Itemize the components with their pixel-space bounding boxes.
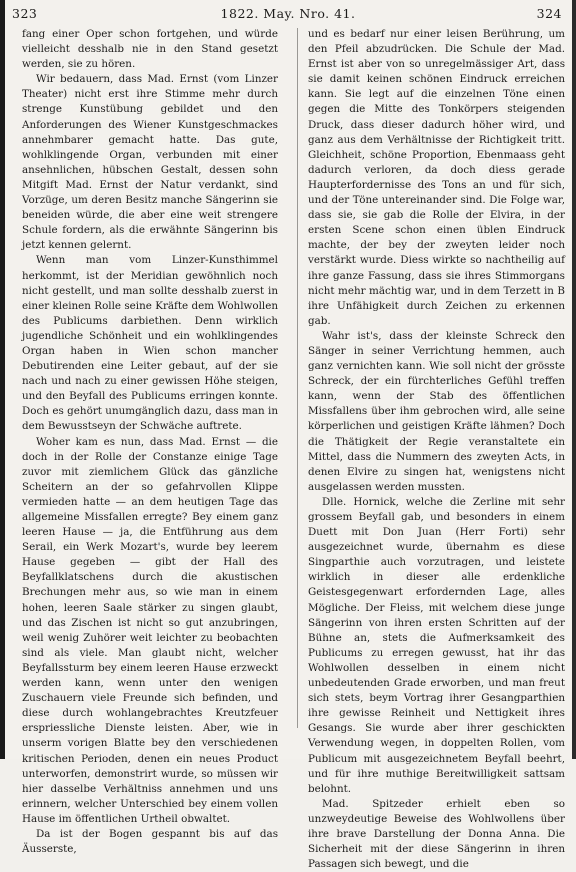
page-header [0,6,576,24]
scan-edge-right [572,0,576,759]
right-column [308,27,565,872]
paragraph: Wahr ist's, dass der kleinste Schreck den Sänger in seiner Verrichtung hemmen, auch ganz vernichten kann. Wie soll nicht der grösste Schreck, der ein fürchterliches Gefühl treffen kann, wenn der Stab des öffentlichen Missfallens über ihm gebrochen wird, alle seine körperlichen und geistigen Kräfte lähmen? Doch die Thätigkeit der Regie veranstaltete ein Mittel, dass die Nummern des zweyten Acts, in denen Elvire zu singen hat, wenigstens nicht ausgelassen werden mussten. [308,329,565,493]
page-number-left: 323 [12,6,38,21]
paragraph: Wir bedauern, dass Mad. Ernst (vom Linzer Theater) nicht erst ihre Stimme mehr durch strenge Kunstübung gebildet und den Anforderungen des Wiener Kunstgeschmackes annehmbarer gemacht hatte. Das gute, wohlklingende Organ, verbunden mit einer ansehnlichen, hübschen Gestalt, dessen sohn Mitgift Mad. Ernst der Natur verdankt, sind Vorzüge, um deren Besitz manche Sängerinn sie beneiden würde, die aber eine weit strengere Schule fordern, als die erwähnte Sängerinn bis jetzt kennen gelernt. [22,73,278,252]
paragraph: fang einer Oper schon fortgehen, und würde vielleicht desshalb nie in den Stand gesetzt werden, sie zu hören. [22,28,278,71]
issue-date-header: 1822. May. Nro. 41. [220,6,356,21]
paragraph: Wenn man vom Linzer-Kunsthimmel herkommt, ist der Meridian gewöhnlich noch nicht gestellt, und man sollte desshalb zuerst in einer kleinen Rolle seine Kräfte dem Wohlwollen des Publicums darbiethen. Denn wirklich jugendliche Schönheit und ein wohlklingendes Organ haben in Wien schon mancher Debutirenden eine Leiter gebaut, auf der sie nach und nach zu einer gewissen Höhe steigen, und den Beyfall des Publicums erringen konnte. Doch es gehört unumgänglich dazu, dass man in dem Bewusstseyn der Schwäche auftrete. [22,254,278,433]
column-divider [297,28,298,728]
scan-edge-left [0,0,5,759]
paragraph: Da ist der Bogen gespannt bis auf das Äusserste, [22,827,278,856]
paragraph: Dlle. Hornick, welche die Zerline mit sehr grossem Beyfall gab, und besonders in einem Duett mit Don Juan (Herr Forti) sehr ausgezeichnet wurde, übernahm es diese Singparthie auch vorzutragen, und leistete wirklich in dieser alle erdenkliche Geistesgegenwart erfordernden Lage, alles Mögliche. Der Fleiss, mit welchem diese junge Sängerinn von ihren ersten Schritten auf der Bühne an, stets die Aufmerksamkeit des Publicums zu erregen gewusst, hat ihr das Wohlwollen desselben in einem nicht unbedeutenden Grade erworben, und man freut sich stets, beym Vortrag ihrer Gesangparthien ihre gewisse Reinheit und Nettigkeit ihres Gesangs. Sie wurde aber ihrer geschickten Verwendung wegen, in doppelten Rollen, vom Publicum mit ausgezeichnetem Beyfall beehrt, und für ihre muthige Bereitwilligkeit sattsam belohnt. [308,495,565,795]
page-number-right: 324 [536,6,562,21]
paragraph: und es bedarf nur einer leisen Berührung, um den Pfeil abzudrücken. Die Schule der Mad. Ernst ist aber von so unregelmässiger Art, dass sie damit keinen schönen Eindruck erreichen kann. Sie legt auf die einzelnen Töne einen gegen die Mitte des Tonkörpers steigenden Druck, dass dieser dadurch höher wird, und ganz aus dem Verhältnisse der Richtigkeit tritt. Gleichheit, schöne Proportion, Ebenmaass geht dadurch verloren, da doch diess gerade Haupterfordernisse des Tons an und für sich, und der Töne untereinander sind. Die Folge war, dass sie, sie gab die Rolle der Elvira, in der ersten Scene schon einen üblen Eindruck machte, der bey der zweyten leider noch verstärkt wurde. Diess wirkte so nachtheilig auf ihre ganze Fassung, dass sie ihres Stimmorgans nicht mehr mächtig war, und in dem Terzett in B ihre Unfähigkeit durch Zeichen zu erkennen gab. [308,28,565,327]
paragraph: Woher kam es nun, dass Mad. Ernst — die doch in der Rolle der Constanze einige Tage zuvor mit ziemlichem Glück das gänzliche Scheitern an der so gefahrvollen Klippe vermieden hatte — an dem heutigen Tage das allgemeine Missfallen erregte? Bey einem ganz leeren Hause — ja, die Entführung aus dem Serail, ein Werk Mozart's, wurde bey leerem Hause gegeben — gibt der Hall des Beyfallklatschens durch die akustischen Brechungen mehr aus, so wie man in einem hohen, leeren Saale stärker zu singen glaubt, und das Zischen ist nicht so gut anzubringen, weil wenig Zuhörer weit leichter zu beobachten sind als viele. Man glaubt nicht, welcher Beyfallssturm bey einem leeren Hause erzweckt werden kann, wenn unter den wenigen Zuschauern viele Freunde sich befinden, und diese durch wohlangebrachtes Kreutzfeuer erspriessliche Dienste leisten. Aber, wie in unserm vorigen Blatte bey den verschiedenen kritischen Perioden, denen ein neues Product unterworfen, demonstrirt wurde, so müssen wir hier dasselbe Verhältniss annehmen und uns erinnern, welcher Unterschied bey einem vollen Hause im öffentlichen Urtheil obwaltet. [22,435,278,825]
left-column [22,27,278,857]
paragraph: Mad. Spitzeder erhielt eben so unzweydeutige Beweise des Wohlwollens über ihre brave Darstellung der Donna Anna. Die Sicherheit mit der diese Sängerinn in ihren Passagen sich bewegt, und die [308,797,565,871]
